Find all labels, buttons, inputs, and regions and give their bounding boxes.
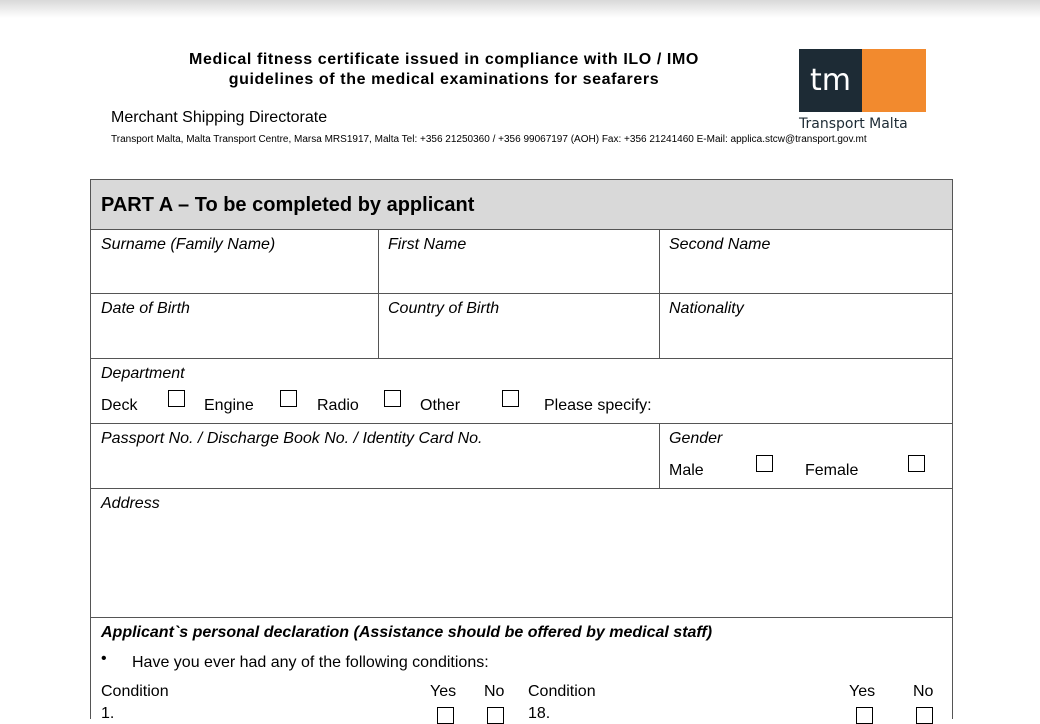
divider [91, 293, 952, 294]
divider [91, 423, 952, 424]
surname-label: Surname (Family Name) [101, 236, 276, 253]
gender-label: Gender [669, 430, 723, 447]
part-a-form [90, 179, 953, 722]
declaration-heading: Applicant`s personal declaration (Assistance should be offered by medical staff) [101, 624, 713, 641]
declaration-question: Have you ever had any of the following conditions: [132, 654, 489, 671]
viewer-top-shadow [0, 0, 1040, 18]
passport-label: Passport No. / Discharge Book No. / Identity Card No. [101, 430, 483, 447]
divider [91, 358, 952, 359]
condition-row-1-number: 1. [101, 705, 115, 722]
col-no-right: No [913, 683, 934, 700]
dob-label: Date of Birth [101, 300, 190, 317]
title-line-1: Medical fitness certificate issued in compliance with ILO / IMO [189, 51, 699, 68]
gender-female-checkbox[interactable] [908, 455, 925, 472]
divider [91, 488, 952, 489]
gender-male-label: Male [669, 462, 704, 479]
dept-other-checkbox[interactable] [502, 390, 519, 407]
condition-row-18-number: 18. [528, 705, 551, 722]
col-yes-left: Yes [430, 683, 457, 700]
transport-malta-logo [799, 49, 926, 112]
col-yes-right: Yes [849, 683, 876, 700]
address-label: Address [101, 495, 160, 512]
dept-radio-checkbox[interactable] [384, 390, 401, 407]
contact-address: Transport Malta, Malta Transport Centre, Marsa MRS1917, Malta Tel: +356 21250360 / +356 99067197 (AOH) Fax: +356 21241460 E-Mail: applica.stcw@transport.gov.mt [111, 134, 867, 145]
title-line-2: guidelines of the medical examinations for seafarers [228, 71, 660, 88]
dept-radio-label: Radio [317, 397, 359, 414]
divider [91, 229, 952, 230]
col-condition-left: Condition [101, 683, 169, 700]
nationality-label: Nationality [669, 300, 744, 317]
department-label: Department [101, 365, 185, 382]
part-a-header [91, 180, 952, 229]
document-title [130, 50, 758, 90]
condition-1-yes-checkbox[interactable] [437, 707, 454, 724]
condition-18-no-checkbox[interactable] [916, 707, 933, 724]
condition-18-yes-checkbox[interactable] [856, 707, 873, 724]
divider [659, 423, 660, 488]
logo-tm-block: tm [799, 49, 862, 112]
dept-other-label: Other [420, 397, 461, 414]
logo-label: Transport Malta [799, 116, 908, 132]
country-of-birth-label: Country of Birth [388, 300, 500, 317]
col-condition-right: Condition [528, 683, 596, 700]
col-no-left: No [484, 683, 505, 700]
dept-engine-checkbox[interactable] [280, 390, 297, 407]
divider [91, 617, 952, 618]
dept-engine-label: Engine [204, 397, 254, 414]
dept-deck-checkbox[interactable] [168, 390, 185, 407]
bullet-icon: • [101, 650, 107, 667]
dept-specify-label: Please specify: [544, 397, 652, 414]
logo-orange-block [862, 49, 926, 112]
first-name-label: First Name [388, 236, 467, 253]
condition-1-no-checkbox[interactable] [487, 707, 504, 724]
directorate-name: Merchant Shipping Directorate [111, 109, 328, 126]
part-a-heading: PART A – To be completed by applicant [101, 194, 475, 216]
second-name-label: Second Name [669, 236, 771, 253]
gender-female-label: Female [805, 462, 859, 479]
gender-male-checkbox[interactable] [756, 455, 773, 472]
dept-deck-label: Deck [101, 397, 138, 414]
